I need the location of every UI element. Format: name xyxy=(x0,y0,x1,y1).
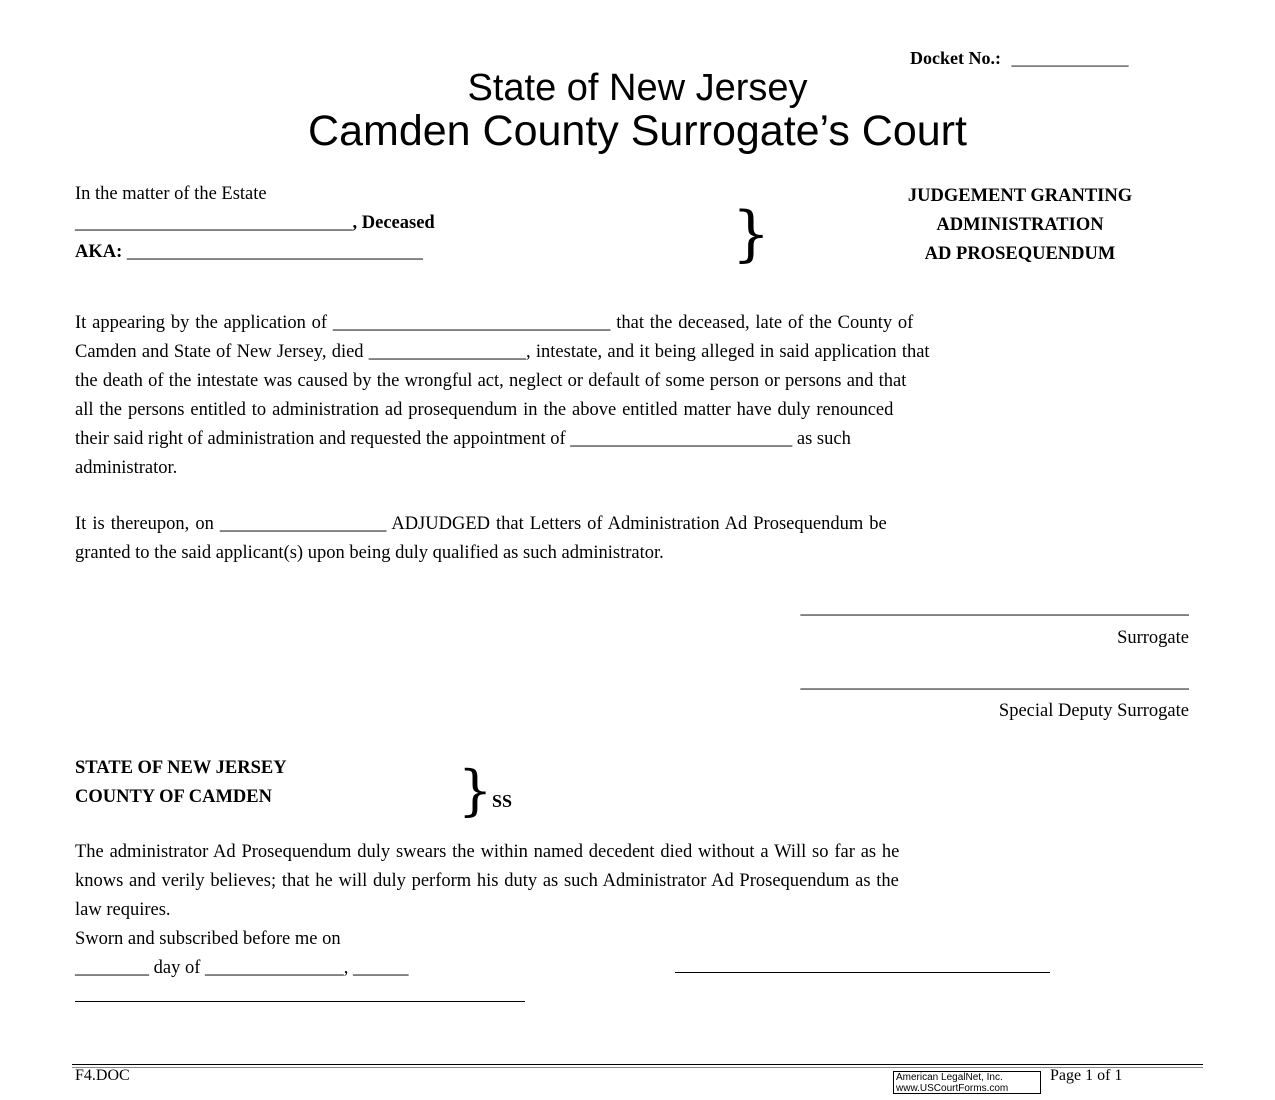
page-number: Page 1 of 1 xyxy=(1050,1067,1123,1084)
docket-blank: _____________ xyxy=(1011,48,1129,68)
deputy-label: Special Deputy Surrogate xyxy=(998,701,1189,721)
paragraph-line: knows and verily believes; that he will duly perform his duty as such Administrator Ad Prosequendum as the xyxy=(75,871,899,891)
surrogate-label: Surrogate xyxy=(1117,628,1189,648)
footer-rule-secondary xyxy=(72,1067,1203,1068)
paragraph-line: all the persons entitled to administration ad prosequendum in the above entitled matter have duly renounced xyxy=(75,400,894,420)
paragraph-line: It appearing by the application of ______________________________ that the deceased, late of the County of xyxy=(75,313,914,333)
venue-ss: SS xyxy=(492,791,513,811)
vendor-box xyxy=(893,1071,1041,1094)
docket-label: Docket No.: xyxy=(910,48,1001,68)
aka-label: AKA: xyxy=(75,242,123,262)
vendor-name: American LegalNet, Inc. xyxy=(896,1072,1003,1083)
deceased-label: , Deceased xyxy=(352,213,435,233)
title-court: Camden County Surrogate’s Court xyxy=(308,107,967,155)
title-state: State of New Jersey xyxy=(467,67,808,109)
aka-blank: ________________________________ xyxy=(122,242,423,262)
judgement-title-line: AD PROSEQUENDUM xyxy=(924,244,1116,264)
deceased-line xyxy=(75,211,435,235)
paragraph-line: law requires. xyxy=(75,900,171,920)
judgement-title-line: JUDGEMENT GRANTING xyxy=(907,186,1133,206)
paragraph-line: administrator. xyxy=(75,458,178,478)
notary-signature-line xyxy=(75,1001,525,1002)
vendor-url: www.USCourtForms.com xyxy=(896,1083,1009,1094)
form-id: F4.DOC xyxy=(75,1067,130,1084)
paragraph-line: granted to the said applicant(s) upon being duly qualified as such administrator. xyxy=(75,543,664,563)
judgement-title xyxy=(830,182,1210,269)
surrogate-signature-line: __________________________________________ xyxy=(800,598,1189,618)
venue-state: STATE OF NEW JERSEY xyxy=(75,758,287,778)
paragraph-line: The administrator Ad Prosequendum duly swears the within named decedent died without a Will so far as he xyxy=(75,842,900,862)
paragraph-line: Camden and State of New Jersey, died _________________, intestate, and it being alleged in said application that xyxy=(75,342,930,362)
sworn-date-line: ________ day of _______________, ______ xyxy=(75,958,409,978)
footer-rule xyxy=(72,1064,1203,1065)
application-paragraph xyxy=(75,309,930,483)
adjudged-paragraph xyxy=(75,510,887,568)
paragraph-line: the death of the intestate was caused by the wrongful act, neglect or default of some person or persons and that xyxy=(75,371,907,391)
judgement-title-line: ADMINISTRATION xyxy=(936,215,1104,235)
venue-brace: } xyxy=(458,759,493,822)
paragraph-line: their said right of administration and requested the appointment of ________________________ as such xyxy=(75,429,851,449)
venue-county: COUNTY OF CAMDEN xyxy=(75,787,272,807)
deputy-signature-line: __________________________________________ xyxy=(800,672,1189,692)
aka-line xyxy=(75,240,423,264)
paragraph-line: It is thereupon, on __________________ ADJUDGED that Letters of Administration Ad Prosequendum be xyxy=(75,514,887,534)
affiant-signature-line xyxy=(675,972,1050,973)
deceased-blank: ______________________________ xyxy=(75,213,353,233)
estate-line: In the matter of the Estate xyxy=(75,184,267,204)
oath-paragraph xyxy=(75,838,899,983)
sworn-line: Sworn and subscribed before me on xyxy=(75,929,341,949)
caption-brace: } xyxy=(732,199,771,269)
